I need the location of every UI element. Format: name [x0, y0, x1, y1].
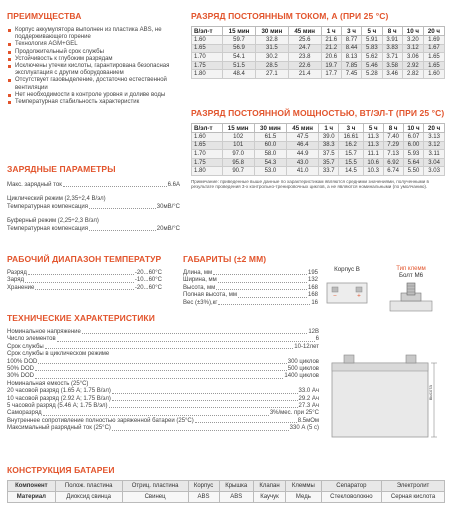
advantage-item: Температурная стабильность характеристик: [7, 99, 192, 106]
spec-row-label: 5 часовой разряд (5.46 А; 1.75 В/эл): [7, 403, 108, 410]
table-cell: 3.83: [382, 44, 402, 53]
dimension-row-label: Полная высота, мм: [183, 292, 237, 299]
terminal-type-label: Тип клемм: [396, 266, 426, 272]
table-cell: 46.4: [287, 141, 319, 150]
terminal-type-block: [380, 266, 442, 315]
temperature-title: РАБОЧИЙ ДИАПАЗОН ТЕМПЕРАТУР: [7, 254, 162, 264]
spec-row: [7, 425, 319, 432]
spec-row: [7, 410, 319, 417]
spec-row-value: 10-12лет: [294, 343, 319, 350]
spec-row-value: 27.3 Ач: [298, 403, 319, 410]
power-discharge-section: [191, 108, 445, 190]
column-header: 20 ч: [424, 124, 445, 133]
table-cell: 23.8: [288, 53, 321, 62]
table-cell: 61.5: [254, 133, 286, 142]
advantage-item: Продолжительный срок службы: [7, 49, 192, 56]
table-row: [192, 133, 445, 142]
table-cell: 54.1: [223, 53, 256, 62]
table-cell: 10.6: [363, 158, 383, 167]
table-cell: 1.60: [192, 133, 223, 142]
dimension-row: [183, 270, 318, 277]
buffer-comp-label: Температурная компенсация: [7, 225, 88, 232]
table-row: [192, 53, 445, 62]
construction-row-header: Компонент: [8, 481, 56, 492]
table-cell: 1.80: [192, 167, 223, 176]
column-header: 30 мин: [255, 27, 288, 36]
table-cell: 3.12: [424, 141, 445, 150]
buffer-mode-label: Буферный режим (2,25÷2,3 В/эл): [7, 218, 99, 225]
table-row: [192, 44, 445, 53]
table-cell: 3.04: [424, 158, 445, 167]
dimensions-title: ГАБАРИТЫ (±2 ММ): [183, 254, 267, 264]
dimension-row-value: 195: [307, 270, 318, 276]
spec-row-value: 500 циклов: [287, 366, 319, 373]
table-cell: 31.5: [255, 44, 288, 53]
table-cell: 97.0: [222, 150, 254, 159]
spec-row: [7, 336, 319, 343]
spec-row: [7, 403, 319, 410]
table-cell: 5.93: [403, 150, 424, 159]
table-cell: 1.65: [192, 44, 223, 53]
dimension-row: [183, 277, 318, 284]
temperature-row-value: -20...60°С: [134, 270, 162, 276]
construction-section: [7, 465, 445, 503]
spec-row-label: Срок службы: [7, 343, 44, 350]
table-cell: 1.60: [423, 70, 444, 79]
table-cell: 32.8: [255, 36, 288, 45]
table-cell: 53.0: [254, 167, 286, 176]
table-cell: 7.40: [383, 133, 403, 142]
spec-row: [7, 351, 319, 358]
diagram-height-label: высота: [428, 385, 433, 400]
buffer-comp-value: 20мВ/°С: [156, 225, 180, 232]
table-cell: 3.06: [402, 53, 423, 62]
table-cell: 95.8: [222, 158, 254, 167]
table-row: [192, 61, 445, 70]
spec-row: [7, 366, 319, 373]
table-cell: 5.62: [362, 53, 382, 62]
dimension-row-value: 168: [307, 292, 318, 299]
power-discharge-table: [191, 123, 445, 176]
column-header: 1 ч: [319, 124, 339, 133]
svg-text:−: −: [332, 293, 338, 299]
dimension-rows: [183, 270, 318, 307]
table-cell: 1.80: [192, 70, 223, 79]
specs-title: ТЕХНИЧЕСКИЕ ХАРАКТЕРИСТИКИ: [7, 313, 155, 323]
spec-row-label: 100% DOD: [7, 358, 38, 365]
spec-row: [7, 359, 319, 366]
table-cell: 6.92: [383, 158, 403, 167]
table-cell: 7.85: [341, 61, 361, 70]
spec-row-value: 33.0 Ач: [298, 388, 319, 395]
table-cell: 101: [222, 141, 254, 150]
spec-row-label: 10 часовой разряд (2.92 А; 1.75 В/эл): [7, 395, 111, 402]
column-header: 3 ч: [339, 124, 363, 133]
table-cell: 1.75: [192, 61, 223, 70]
spec-row-label: Срок службы в циклическом режиме: [7, 351, 110, 358]
advantages-list: [7, 27, 192, 106]
spec-row-label: 50% DOD: [7, 366, 35, 373]
advantage-item: Корпус аккумулятора выполнен из пластика ABS, не поддерживающего горение: [7, 27, 192, 41]
svg-text:+: +: [356, 293, 362, 299]
table-cell: 54.3: [254, 158, 286, 167]
charge-title: ЗАРЯДНЫЕ ПАРАМЕТРЫ: [7, 164, 116, 174]
table-cell: 1.65: [192, 141, 223, 150]
advantage-item: Технология AGM+GEL: [7, 41, 192, 48]
table-cell: 25.6: [288, 36, 321, 45]
table-cell: 22.6: [288, 61, 321, 70]
table-cell: 20.6: [321, 53, 341, 62]
battery-diagram: [322, 345, 444, 445]
column-header: 10 ч: [403, 124, 424, 133]
advantage-item: Нет необходимости в контроле уровня и доливе воды: [7, 92, 192, 99]
temperature-section: [7, 254, 162, 292]
column-header: 3 ч: [341, 27, 361, 36]
power-table-note: Примечание: приведенные выше данные по характеристикам являются средними значениями, полученными в результате проведения 3-х контрольно-тренировочных циклов, а не являются номинальными (по умолчанию).: [191, 178, 429, 190]
advantage-item: Отсутствует газовыделение, достаточно естественной вентиляции: [7, 77, 192, 91]
temperature-row-value: -10...60°С: [134, 277, 162, 284]
dimension-row: [183, 300, 318, 307]
dimension-row: [183, 292, 318, 299]
table-cell: 3.71: [382, 53, 402, 62]
column-header: 10 ч: [402, 27, 423, 36]
table-cell: 7.45: [341, 70, 361, 79]
table-cell: 51.5: [223, 61, 256, 70]
table-row: [192, 167, 445, 176]
dimension-row-label: Вес (±3%),кг: [183, 299, 218, 306]
column-header: 30 мин: [254, 124, 286, 133]
table-cell: 35.7: [319, 158, 339, 167]
advantage-item: Устойчивость к глубоким разрядам: [7, 56, 192, 63]
terminal-type-value: Болт М6: [398, 272, 424, 279]
table-cell: 48.4: [223, 70, 256, 79]
temperature-row: [7, 277, 162, 284]
table-cell: 1.69: [423, 36, 444, 45]
construction-row-header: Материал: [8, 492, 56, 503]
table-cell: 24.7: [288, 44, 321, 53]
dimension-row-label: Высота, мм: [183, 284, 216, 291]
table-cell: 3.13: [424, 133, 445, 142]
column-header: В/эл-т: [192, 124, 223, 133]
spec-rows: [7, 329, 319, 433]
construction-cell: Отриц. пластина: [122, 481, 188, 492]
table-cell: 3.03: [424, 167, 445, 176]
spec-row-value: 6: [315, 336, 319, 343]
dimension-row-value: 132: [307, 277, 318, 284]
spec-row-value: 300 циклов: [287, 358, 319, 365]
table-cell: 1.65: [423, 53, 444, 62]
table-cell: 10.3: [363, 167, 383, 176]
spec-row-label: Число элементов: [7, 336, 56, 343]
table-cell: 5.64: [403, 158, 424, 167]
construction-cell: Крышка: [219, 481, 253, 492]
table-cell: 43.0: [287, 158, 319, 167]
dimension-row-label: Длина, мм: [183, 270, 213, 276]
construction-table: [7, 480, 445, 503]
table-cell: 11.3: [363, 141, 383, 150]
cyclic-mode-label: Циклический режим (2,35÷2,4 В/эл): [7, 196, 106, 203]
spec-row: [7, 329, 319, 336]
case-type-block: [322, 266, 372, 309]
table-cell: 60.0: [254, 141, 286, 150]
column-header: 15 мин: [222, 124, 254, 133]
table-cell: 21.6: [321, 36, 341, 45]
construction-cell: Каучук: [253, 492, 285, 503]
table-cell: 21.2: [321, 44, 341, 53]
table-cell: 2.92: [402, 61, 423, 70]
table-cell: 44.9: [287, 150, 319, 159]
column-header: 45 мин: [287, 124, 319, 133]
construction-cell: Медь: [286, 492, 322, 503]
temperature-rows: [7, 270, 162, 292]
temperature-row-label: Разряд: [7, 270, 27, 276]
construction-cell: Клапан: [253, 481, 285, 492]
cyclic-comp-row: [7, 204, 180, 211]
dimension-row-value: 16: [311, 299, 318, 306]
dimension-row-value: 168: [307, 284, 318, 291]
table-cell: 16.2: [339, 141, 363, 150]
table-row: [192, 70, 445, 79]
table-cell: 33.7: [319, 167, 339, 176]
temperature-row-label: Заряд: [7, 277, 24, 284]
case-top-icon: [325, 277, 369, 307]
battery-side-view-icon: [322, 345, 444, 445]
column-header: 15 мин: [223, 27, 256, 36]
construction-cell: Диоксид свинца: [55, 492, 122, 503]
max-charge-row: [7, 182, 180, 189]
spec-row-value: 29.2 Ач: [298, 395, 319, 402]
table-cell: 28.5: [255, 61, 288, 70]
cyclic-comp-label: Температурная компенсация: [7, 203, 88, 210]
temperature-row-label: Хранение: [7, 284, 35, 291]
table-cell: 30.2: [255, 53, 288, 62]
construction-row: [8, 492, 445, 503]
construction-cell: Стекловолокно: [321, 492, 381, 503]
table-row: [192, 158, 445, 167]
temperature-row: [7, 270, 162, 277]
specs-section: [7, 313, 319, 433]
table-cell: 56.9: [223, 44, 256, 53]
current-table-title: РАЗРЯД ПОСТОЯННЫМ ТОКОМ, А (ПРИ 25 °С): [191, 11, 389, 21]
construction-row: [8, 481, 445, 492]
table-cell: 6.74: [383, 167, 403, 176]
table-cell: 11.1: [363, 150, 383, 159]
table-cell: 1.65: [423, 61, 444, 70]
table-cell: 1.75: [192, 158, 223, 167]
spec-row-label: 20 часовой разряд (1.65 А; 1.75 В/эл): [7, 388, 111, 395]
charge-section: [7, 164, 180, 233]
table-cell: 27.1: [255, 70, 288, 79]
table-cell: 5.46: [362, 61, 382, 70]
table-cell: 2.82: [402, 70, 423, 79]
column-header: 5 ч: [362, 27, 382, 36]
table-cell: 102: [222, 133, 254, 142]
construction-cell: Сепаратор: [321, 481, 381, 492]
max-charge-label: Макс. зарядный ток: [7, 182, 62, 188]
table-cell: 21.4: [288, 70, 321, 79]
table-cell: 5.91: [362, 36, 382, 45]
table-cell: 3.11: [424, 150, 445, 159]
current-discharge-table: [191, 26, 445, 79]
construction-cell: Свинец: [122, 492, 188, 503]
column-header: 20 ч: [423, 27, 444, 36]
spec-row-value: 330 А (5 с): [289, 425, 319, 432]
construction-cell: Полож. пластина: [55, 481, 122, 492]
table-cell: 8.13: [341, 53, 361, 62]
table-cell: 8.77: [341, 36, 361, 45]
table-cell: 3.20: [402, 36, 423, 45]
column-header: 8 ч: [383, 124, 403, 133]
spec-row: [7, 373, 319, 380]
table-cell: 47.5: [287, 133, 319, 142]
spec-row-value: 8.5мОм: [297, 417, 319, 424]
dimension-row-label: Ширина, мм: [183, 277, 217, 284]
table-cell: 39.0: [319, 133, 339, 142]
table-cell: 11.3: [363, 133, 383, 142]
column-header: 1 ч: [321, 27, 341, 36]
spec-row-label: Максимальный разрядный ток (25°С): [7, 425, 111, 432]
table-cell: 17.7: [321, 70, 341, 79]
table-cell: 16.61: [339, 133, 363, 142]
spec-row-label: 30% DOD: [7, 373, 35, 380]
construction-cell: ABS: [188, 492, 219, 503]
construction-cell: Серная кислота: [382, 492, 445, 503]
spec-row-label: Номинальное напряжение: [7, 329, 81, 335]
spec-row-value: 12В: [308, 329, 319, 335]
table-cell: 3.46: [382, 70, 402, 79]
table-cell: 58.0: [254, 150, 286, 159]
table-cell: 1.70: [192, 150, 223, 159]
table-cell: 3.58: [382, 61, 402, 70]
table-cell: 7.29: [383, 141, 403, 150]
column-header: 45 мин: [288, 27, 321, 36]
table-cell: 37.5: [319, 150, 339, 159]
buffer-comp-row: [7, 226, 180, 233]
power-table-title: РАЗРЯД ПОСТОЯННОЙ МОЩНОСТЬЮ, ВТ/ЭЛ-Т (ПРИ 25 °С): [191, 108, 445, 118]
table-cell: 5.50: [403, 167, 424, 176]
column-header: 5 ч: [363, 124, 383, 133]
table-cell: 3.91: [382, 36, 402, 45]
table-cell: 15.7: [339, 150, 363, 159]
spec-row: [7, 388, 319, 395]
table-cell: 1.67: [423, 44, 444, 53]
construction-cell: ABS: [219, 492, 253, 503]
table-cell: 6.07: [403, 133, 424, 142]
max-charge-value: 6.6А: [167, 182, 180, 188]
table-row: [192, 36, 445, 45]
advantages-title: ПРЕИМУЩЕСТВА: [7, 11, 82, 21]
table-cell: 8.44: [341, 44, 361, 53]
table-cell: 7.13: [383, 150, 403, 159]
construction-cell: Клеммы: [286, 481, 322, 492]
table-cell: 5.28: [362, 70, 382, 79]
table-cell: 5.83: [362, 44, 382, 53]
spec-row-label: Внутреннее сопротивление полностью заряженной батареи (25°С): [7, 417, 194, 424]
column-header: 8 ч: [382, 27, 402, 36]
column-header: В/эл-т: [192, 27, 223, 36]
bolt-terminal-icon: [386, 281, 436, 313]
spec-row-label: Номинальная емкость (25°С): [7, 380, 89, 387]
construction-cell: Электролит: [382, 481, 445, 492]
table-cell: 90.7: [222, 167, 254, 176]
table-row: [192, 141, 445, 150]
advantage-item: Исключены утечки кислоты, гарантирована безопасная эксплуатация с другим оборудованием: [7, 63, 192, 77]
table-cell: 59.7: [223, 36, 256, 45]
spec-row: [7, 396, 319, 403]
dimension-row: [183, 285, 318, 292]
dimensions-section: [183, 254, 318, 307]
cyclic-comp-value: 30мВ/°С: [156, 203, 180, 210]
temperature-row: [7, 285, 162, 292]
current-discharge-section: [191, 11, 445, 79]
table-cell: 3.12: [402, 44, 423, 53]
table-cell: 41.0: [287, 167, 319, 176]
spec-row-label: Саморазряд: [7, 410, 42, 417]
table-cell: 1.70: [192, 53, 223, 62]
spec-row-value: 3%/мес. при 25°С: [269, 410, 319, 417]
spec-row: [7, 344, 319, 351]
table-cell: 1.60: [192, 36, 223, 45]
table-cell: 14.5: [339, 167, 363, 176]
case-type-label: Корпус В: [334, 266, 360, 273]
table-row: [192, 150, 445, 159]
table-cell: 38.3: [319, 141, 339, 150]
spec-row-value: 1400 циклов: [284, 373, 319, 380]
table-cell: 19.7: [321, 61, 341, 70]
construction-cell: Корпус: [188, 481, 219, 492]
table-cell: 15.5: [339, 158, 363, 167]
advantages-section: [7, 11, 192, 106]
table-cell: 6.00: [403, 141, 424, 150]
temperature-row-value: -20...60°С: [134, 284, 162, 291]
construction-title: КОНСТРУКЦИЯ БАТАРЕИ: [7, 465, 115, 475]
